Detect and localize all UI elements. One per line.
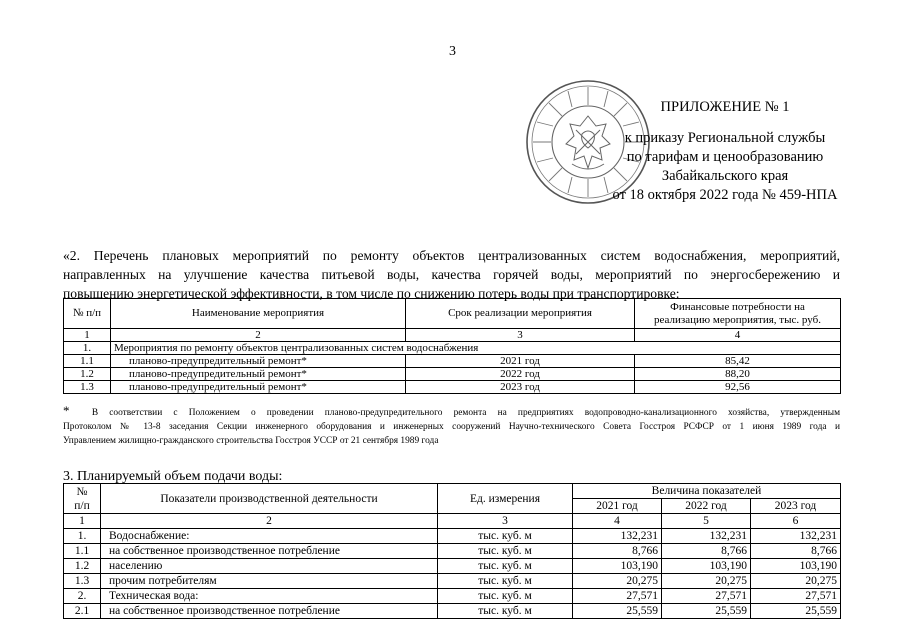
section-3-title: 3. Планируемый объем подачи воды: [63, 469, 283, 484]
row-cost: 88,20 [635, 368, 841, 381]
table-row [64, 368, 841, 381]
row-name: на собственное производственное потребление [101, 604, 438, 619]
row-value-2022: 27,571 [662, 589, 751, 604]
col-number: 4 [573, 514, 662, 529]
table-row [64, 381, 841, 394]
row-value-2022: 8,766 [662, 544, 751, 559]
col-number: 1 [64, 329, 111, 342]
footnote-line-3: Управлением жилищно-гражданского строительства Госстроя УССР от 21 сентября 1989 года [63, 436, 439, 446]
row-value-2022: 103,190 [662, 559, 751, 574]
row-value-2021: 132,231 [573, 529, 662, 544]
intro-line-3: повышению энергетической эффективности, в том числе по снижению потерь воды при транспортировке: [63, 286, 680, 301]
footnote-text-1: В соответствии с Положением о проведении планово-предупредительного ремонта на предприятиях водопроводно-канализационного хозяйства, утвержденным [91, 408, 841, 418]
row-value-2023: 8,766 [751, 544, 841, 559]
row-unit: тыс. куб. м [438, 559, 573, 574]
row-name: прочим потребителям [101, 574, 438, 589]
header-cost-line-2: реализацию мероприятия, тыс. руб. [654, 313, 821, 326]
row-num: 1.3 [64, 381, 111, 394]
row-value-2023: 27,571 [751, 589, 841, 604]
row-name: планово-предупредительный ремонт* [111, 381, 406, 394]
table-row [64, 559, 841, 574]
header-year: 2021 год [573, 499, 662, 514]
col-number: 2 [101, 514, 438, 529]
row-name: на собственное производственное потребление [101, 544, 438, 559]
row-name: планово-предупредительный ремонт* [111, 368, 406, 381]
row-value-2021: 25,559 [573, 604, 662, 619]
row-unit: тыс. куб. м [438, 604, 573, 619]
water-supply-volume-table [63, 483, 841, 619]
row-num: 2. [64, 589, 101, 604]
header-values: Величина показателей [573, 484, 841, 499]
row-unit: тыс. куб. м [438, 544, 573, 559]
page-number: 3 [449, 44, 456, 59]
row-cost: 85,42 [635, 355, 841, 368]
row-num: 1.1 [64, 544, 101, 559]
appendix-title: ПРИЛОЖЕНИЕ № 1 [660, 99, 790, 115]
header-cost [635, 299, 841, 329]
col-number: 3 [406, 329, 635, 342]
header-num-line-2: п/п [74, 499, 90, 512]
row-term: 2023 год [406, 381, 635, 394]
header-term: Срок реализации мероприятия [406, 299, 635, 329]
header-year: 2022 год [662, 499, 751, 514]
row-num: 1.2 [64, 559, 101, 574]
col-number: 4 [635, 329, 841, 342]
appendix-line-1: к приказу Региональной службы [624, 130, 826, 146]
row-value-2023: 103,190 [751, 559, 841, 574]
row-value-2023: 132,231 [751, 529, 841, 544]
table-row [64, 355, 841, 368]
row-value-2022: 132,231 [662, 529, 751, 544]
header-year: 2023 год [751, 499, 841, 514]
row-name: населению [101, 559, 438, 574]
header-name: Наименование мероприятия [111, 299, 406, 329]
row-num: 1.2 [64, 368, 111, 381]
footnote [63, 404, 840, 448]
table-row [64, 544, 841, 559]
table-row [64, 604, 841, 619]
table-group-row [64, 342, 841, 355]
header-num: № п/п [64, 299, 111, 329]
table-numbering-row [64, 514, 841, 529]
row-num: 1. [64, 529, 101, 544]
row-num: 1.3 [64, 574, 101, 589]
section-2-intro [63, 246, 840, 303]
table-row [64, 529, 841, 544]
table-header-row [64, 299, 841, 329]
header-num [64, 484, 101, 514]
row-name: Водоснабжение: [101, 529, 438, 544]
intro-line-1: «2. Перечень плановых мероприятий по ремонту объектов централизованных систем водоснабжения, мероприятий, [63, 248, 840, 263]
row-value-2021: 8,766 [573, 544, 662, 559]
row-value-2022: 25,559 [662, 604, 751, 619]
header-indicator: Показатели производственной деятельности [101, 484, 438, 514]
row-value-2022: 20,275 [662, 574, 751, 589]
appendix-line-4: от 18 октября 2022 года № 459-НПА [612, 187, 838, 203]
col-number: 5 [662, 514, 751, 529]
col-number: 3 [438, 514, 573, 529]
table-numbering-row [64, 329, 841, 342]
row-name: планово-предупредительный ремонт* [111, 355, 406, 368]
row-num: 1.1 [64, 355, 111, 368]
row-term: 2022 год [406, 368, 635, 381]
row-unit: тыс. куб. м [438, 529, 573, 544]
appendix-line-2: по тарифам и ценообразованию [626, 149, 824, 165]
row-value-2023: 20,275 [751, 574, 841, 589]
row-cost: 92,56 [635, 381, 841, 394]
appendix-line-3: Забайкальского края [661, 168, 789, 184]
repair-measures-table [63, 298, 841, 394]
table-row [64, 574, 841, 589]
row-unit: тыс. куб. м [438, 589, 573, 604]
header-cost-line-1: Финансовые потребности на [670, 300, 805, 313]
table-row [64, 589, 841, 604]
col-number: 2 [111, 329, 406, 342]
footnote-line-1 [63, 404, 840, 420]
header-num-line-1: № [76, 485, 88, 498]
intro-line-2: направленных на улучшение качества питьевой воды, качества горячей воды, мероприятий по энергосбережению и [63, 267, 840, 282]
row-unit: тыс. куб. м [438, 574, 573, 589]
group-label: Мероприятия по ремонту объектов централизованных систем водоснабжения [111, 342, 841, 355]
row-value-2021: 103,190 [573, 559, 662, 574]
row-name: Техническая вода: [101, 589, 438, 604]
row-term: 2021 год [406, 355, 635, 368]
row-value-2021: 20,275 [573, 574, 662, 589]
group-num: 1. [64, 342, 111, 355]
row-value-2021: 27,571 [573, 589, 662, 604]
row-num: 2.1 [64, 604, 101, 619]
col-number: 6 [751, 514, 841, 529]
footnote-star: * [63, 403, 70, 418]
table-header-row [64, 484, 841, 499]
footnote-line-2: Протоколом № 13-8 заседания Секции инженерного оборудования и инженерных сооружений Научно-технического Совета Госстроя РСФСР от 1 июня 1989 года и [63, 422, 840, 432]
col-number: 1 [64, 514, 101, 529]
header-unit: Ед. измерения [438, 484, 573, 514]
row-value-2023: 25,559 [751, 604, 841, 619]
